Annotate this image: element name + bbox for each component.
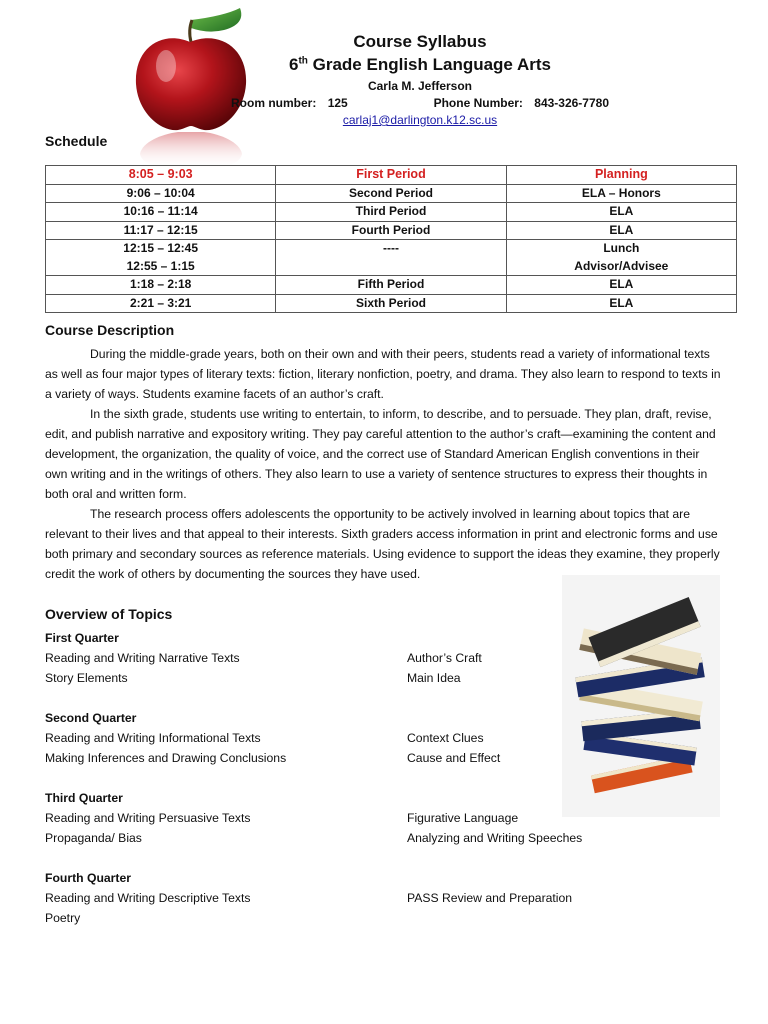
- description-paragraph: The research process offers adolescents the opportunity to be actively involved in learning about topics that are relevant to their lives and that appeal to their interests. Sixth graders access information in print and electronic forms and use both primary and secondary sources as reference materials. Using evidence to support the ideas they examine, they properly credit the work of others by documenting the sources they have used.: [45, 507, 720, 581]
- time-cell: 8:05 – 9:03: [46, 166, 276, 185]
- topic-item: Reading and Writing Informational Texts: [45, 731, 261, 745]
- schedule-heading: Schedule: [45, 133, 108, 149]
- phone-info: [434, 95, 609, 112]
- activity-cell: Planning: [506, 166, 736, 185]
- quarter-block: [45, 708, 605, 768]
- activity-cell: ELA: [506, 294, 736, 313]
- quarter-block: [45, 868, 605, 928]
- activity-cell: ELA – Honors: [506, 184, 736, 203]
- topic-item: Poetry: [45, 911, 81, 925]
- time-cell: 11:17 – 12:15: [46, 221, 276, 240]
- activity-cell: ELA: [506, 276, 736, 295]
- topics-overview: [45, 628, 605, 948]
- period-cell: Fifth Period: [276, 276, 506, 295]
- table-row: [46, 240, 737, 276]
- contact-line: [200, 95, 640, 112]
- quarter-block: [45, 628, 605, 688]
- topic-item: Context Clues: [407, 731, 484, 745]
- time-cell: 2:21 – 3:21: [46, 294, 276, 313]
- period-cell: Second Period: [276, 184, 506, 203]
- topic-row: [45, 748, 605, 768]
- schedule-table: [45, 165, 737, 313]
- time-cell: [46, 240, 276, 276]
- room-value: 125: [327, 96, 348, 110]
- period-cell: Third Period: [276, 203, 506, 222]
- quarter-label: First Quarter: [45, 631, 119, 645]
- grade-number: 6: [288, 55, 299, 74]
- period-cell: ----: [276, 240, 506, 276]
- book-stack-image: [562, 575, 720, 817]
- topic-row: [45, 648, 605, 668]
- period-cell: Fourth Period: [276, 221, 506, 240]
- topic-item: Propaganda/ Bias: [45, 831, 142, 845]
- course-description: [45, 344, 725, 584]
- table-row: [46, 166, 737, 185]
- topic-item: Reading and Writing Narrative Texts: [45, 651, 240, 665]
- period-cell: First Period: [276, 166, 506, 185]
- email-link[interactable]: carlaj1@darlington.k12.sc.us: [342, 113, 498, 127]
- topic-row: [45, 668, 605, 688]
- lunch-time: 12:15 – 12:45: [123, 241, 199, 255]
- grade-suffix: th: [298, 55, 308, 67]
- time-cell: 1:18 – 2:18: [46, 276, 276, 295]
- topic-item: Main Idea: [407, 671, 461, 685]
- phone-value: 843-326-7780: [534, 96, 609, 110]
- table-row: [46, 294, 737, 313]
- table-row: [46, 221, 737, 240]
- description-heading: Course Description: [45, 322, 175, 338]
- topic-item: Cause and Effect: [407, 751, 501, 765]
- time-cell: 10:16 – 11:14: [46, 203, 276, 222]
- quarter-block: [45, 788, 605, 848]
- topic-item: PASS Review and Preparation: [407, 891, 573, 905]
- period-cell: Sixth Period: [276, 294, 506, 313]
- advisory-label: Advisor/Advisee: [574, 258, 669, 273]
- lunch-label: Lunch: [603, 241, 640, 255]
- teacher-name: Carla M. Jefferson: [367, 79, 473, 93]
- table-row: [46, 203, 737, 222]
- topic-row: [45, 728, 605, 748]
- room-label: Room number:: [231, 96, 317, 110]
- document-title: Course Syllabus: [353, 32, 487, 51]
- activity-cell: ELA: [506, 203, 736, 222]
- advisory-time: 12:55 – 1:15: [126, 258, 195, 273]
- table-row: [46, 184, 737, 203]
- quarter-label: Second Quarter: [45, 711, 137, 725]
- topic-item: Figurative Language: [407, 811, 519, 825]
- document-header: [200, 30, 640, 129]
- description-paragraph: During the middle-grade years, both on their own and with their peers, students read a variety of informational texts as well as four major types of literary texts: fiction, literary nonfiction, poetry, and drama. They also learn to respond to texts in a variety of ways. Students examine facets of an author’s craft.: [45, 347, 721, 401]
- topic-item: Reading and Writing Descriptive Texts: [45, 891, 251, 905]
- topic-item: Author’s Craft: [407, 651, 482, 665]
- document-subtitle: [200, 53, 640, 77]
- topic-item: Making Inferences and Drawing Conclusions: [45, 751, 287, 765]
- room-info: [231, 95, 348, 112]
- topic-item: Reading and Writing Persuasive Texts: [45, 811, 251, 825]
- phone-label: Phone Number:: [433, 96, 523, 110]
- table-row: [46, 276, 737, 295]
- topic-row: [45, 908, 605, 928]
- subtitle-text: Grade English Language Arts: [307, 55, 551, 74]
- topic-row: [45, 828, 605, 848]
- topic-item: Analyzing and Writing Speeches: [407, 831, 583, 845]
- quarter-label: Third Quarter: [45, 791, 123, 805]
- description-paragraph: In the sixth grade, students use writing to entertain, to inform, to describe, and to persuade. They plan, draft, revise, edit, and publish narrative and expository writing. They pay careful attention to the author’s craft—examining the content and development, the organization, the quality of voice, and the correct use of Standard American English conventions in their own writing and in the writings of others. They also learn to use a variety of sentence structures to express their thoughts in both oral and written form.: [45, 407, 716, 501]
- quarter-label: Fourth Quarter: [45, 871, 131, 885]
- topic-row: [45, 808, 605, 828]
- topics-heading: Overview of Topics: [45, 606, 173, 622]
- topic-row: [45, 888, 605, 908]
- activity-cell: ELA: [506, 221, 736, 240]
- topic-item: Story Elements: [45, 671, 128, 685]
- activity-cell: [506, 240, 736, 276]
- time-cell: 9:06 – 10:04: [46, 184, 276, 203]
